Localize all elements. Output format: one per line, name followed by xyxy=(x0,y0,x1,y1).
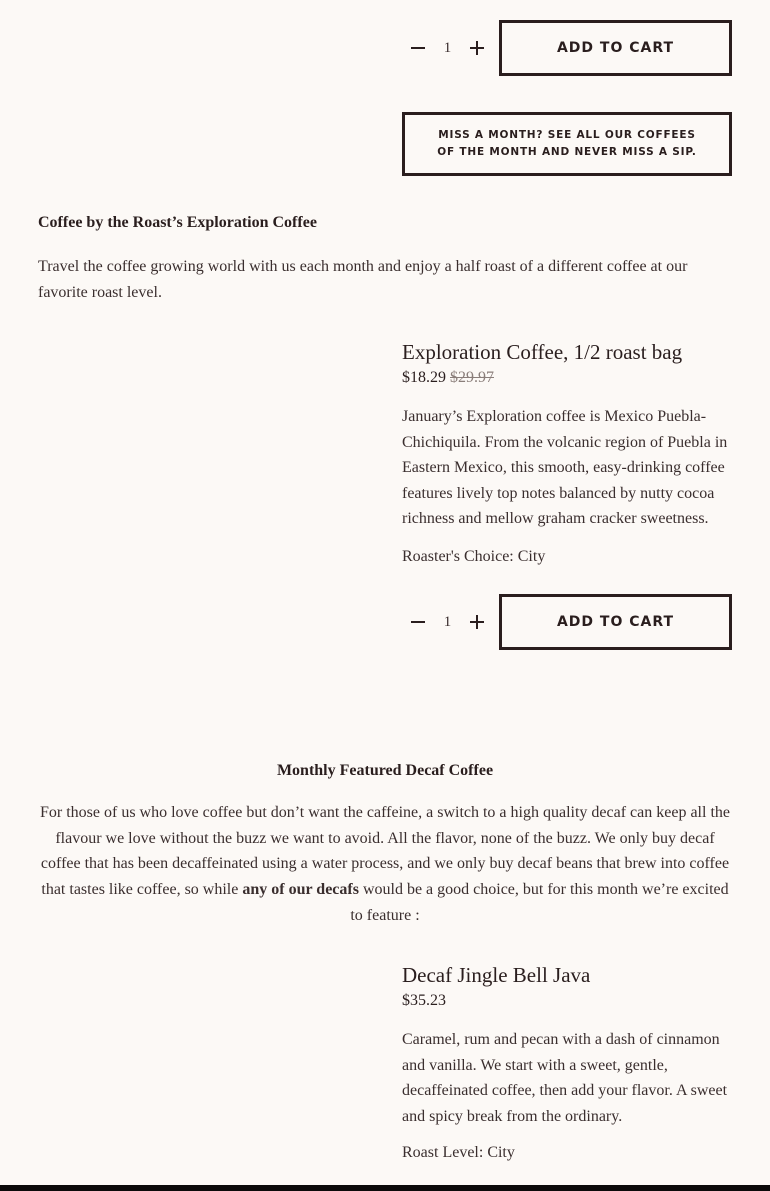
product-roast-level: Roaster's Choice: City xyxy=(402,547,546,565)
product-description: January’s Exploration coffee is Mexico Puebla-Chichiquila. From the volcanic region of Puebla in Eastern Mexico, this smooth, easy-drinking coffee features lively top notes balanced by nutty cocoa richness and mellow graham cracker sweetness. xyxy=(402,408,728,527)
decaf-product-card xyxy=(402,963,732,1162)
original-price: $29.97 xyxy=(450,369,494,386)
bottom-bar xyxy=(0,1185,770,1191)
minus-icon xyxy=(411,47,425,49)
plus-icon-vertical xyxy=(476,41,478,55)
decaf-intro-text: For those of us who love coffee but don’t want the caffeine, a switch to a high quality decaf can keep all the flavour we love without the buzz we want to avoid. All the flavor, none of the buzz. We only buy decaf coffee that has been decaffeinated using a water process, and we only buy decaf beans that brew into coffee that tastes like coffee, so while xyxy=(39,804,730,899)
miss-a-month-line1: MISS A MONTH? SEE ALL OUR COFFEES xyxy=(438,129,696,141)
increase-quantity-button[interactable] xyxy=(462,607,492,637)
miss-a-month-line2: OF THE MONTH AND NEVER MISS A SIP. xyxy=(437,146,697,158)
product-price: $35.23 xyxy=(402,992,446,1009)
quantity-value[interactable]: 1 xyxy=(443,39,452,56)
increase-quantity-button[interactable] xyxy=(462,33,492,63)
quantity-stepper-exploration[interactable] xyxy=(403,594,492,650)
decrease-quantity-button[interactable] xyxy=(403,607,433,637)
exploration-product-card xyxy=(402,340,732,566)
product-description: Caramel, rum and pecan with a dash of cinnamon and vanilla. We start with a sweet, gentle, decaffeinated coffee, then add your flavor. A sweet and spicy break from the ordinary. xyxy=(402,1031,728,1125)
sale-price: $18.29 xyxy=(402,369,446,386)
decaf-heading: Monthly Featured Decaf Coffee xyxy=(276,762,494,779)
product-price xyxy=(402,369,732,387)
decaf-intro xyxy=(36,800,734,929)
add-to-cart-button-exploration[interactable]: ADD TO CART xyxy=(499,594,732,650)
quantity-stepper-top[interactable] xyxy=(403,20,492,76)
add-to-cart-button-top[interactable]: ADD TO CART xyxy=(499,20,732,76)
decafs-link-text[interactable]: any of our decafs xyxy=(242,881,359,899)
decrease-quantity-button[interactable] xyxy=(403,33,433,63)
exploration-intro: Travel the coffee growing world with us each month and enjoy a half roast of a different coffee at our favorite roast level. xyxy=(38,258,688,301)
product-title[interactable]: Exploration Coffee, 1/2 roast bag xyxy=(402,340,683,364)
decaf-intro-text-end: would be a good choice, but for this month we’re excited to feature : xyxy=(350,881,729,924)
miss-a-month-button[interactable] xyxy=(402,112,732,176)
product-title[interactable]: Decaf Jingle Bell Java xyxy=(402,963,591,987)
minus-icon xyxy=(411,621,425,623)
product-roast-level: Roast Level: City xyxy=(402,1144,515,1161)
exploration-heading: Coffee by the Roast’s Exploration Coffee xyxy=(38,214,317,231)
plus-icon-vertical xyxy=(476,615,478,629)
quantity-value[interactable]: 1 xyxy=(443,613,452,630)
